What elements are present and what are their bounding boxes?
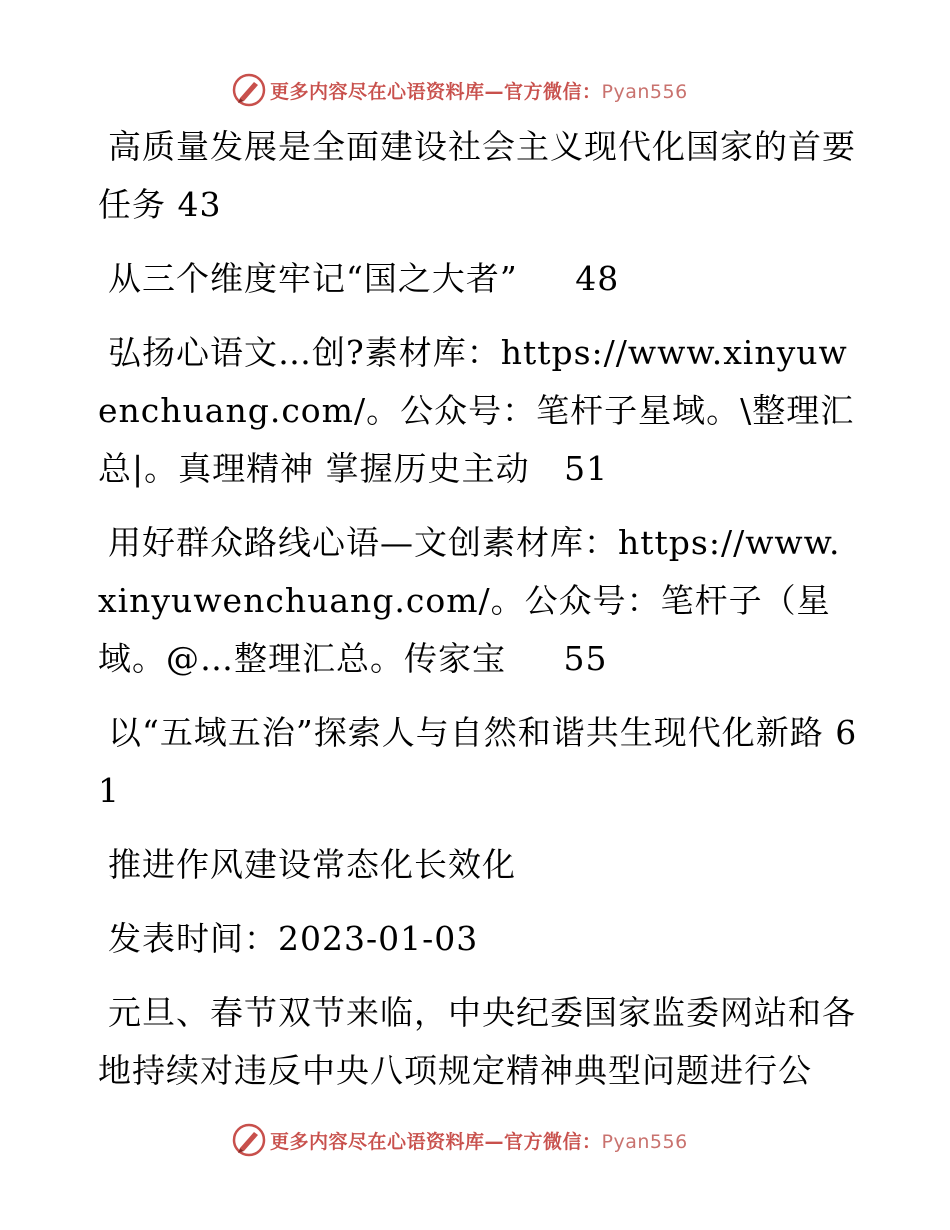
banner-text <box>270 1127 688 1154</box>
toc-entry <box>98 704 858 820</box>
document-content <box>98 118 858 1116</box>
banner-wechat-id: Pyan556 <box>601 80 688 103</box>
pen-logo-icon <box>232 1123 266 1157</box>
toc-entry-title: 高质量发展是全面建设社会主义现代化国家的首要任务 <box>98 127 856 224</box>
toc-entry-page: 55 <box>563 639 608 678</box>
publish-time: 发表时间：2023-01-03 <box>108 919 479 958</box>
article-title: 推进作风建设常态化长效化 <box>108 845 516 884</box>
toc-entry-title: 从三个维度牢记“国之大者” <box>108 259 518 298</box>
banner-slogan: 更多内容尽在心语资料库—官方微信： <box>270 80 602 103</box>
article-body: 元旦、春节双节来临，中央纪委国家监委网站和各地持续对违反中央八项规定精神典型问题进行公 <box>98 993 856 1090</box>
toc-entry-title: 用好群众路线心语—文创素材库：https://www.xinyuwenchuang.com/。公众号：笔杆子（星域。@…整理汇总。传家宝 <box>98 523 841 678</box>
toc-entry-page: 61 <box>98 713 858 810</box>
header-banner <box>232 70 712 110</box>
toc-entry <box>98 324 858 498</box>
banner-text <box>270 77 688 104</box>
banner-wechat-id: Pyan556 <box>601 1130 688 1153</box>
toc-entry-page: 51 <box>564 449 609 488</box>
toc-entry <box>98 250 858 308</box>
toc-entry-page: 43 <box>177 185 222 224</box>
toc-entry-title: 以“五域五治”探索人与自然和谐共生现代化新路 <box>108 713 824 752</box>
toc-entry-title: 弘扬心语文…创?素材库：https://www.xinyuwenchuang.com/。公众号：笔杆子星域。\整理汇总|。真理精神 掌握历史主动 <box>98 333 855 488</box>
pen-logo-icon <box>232 73 266 107</box>
banner-slogan: 更多内容尽在心语资料库—官方微信： <box>270 1130 602 1153</box>
toc-entry-page: 48 <box>575 259 620 298</box>
toc-entry <box>98 514 858 688</box>
footer-banner <box>232 1120 712 1160</box>
toc-entry <box>98 118 858 234</box>
